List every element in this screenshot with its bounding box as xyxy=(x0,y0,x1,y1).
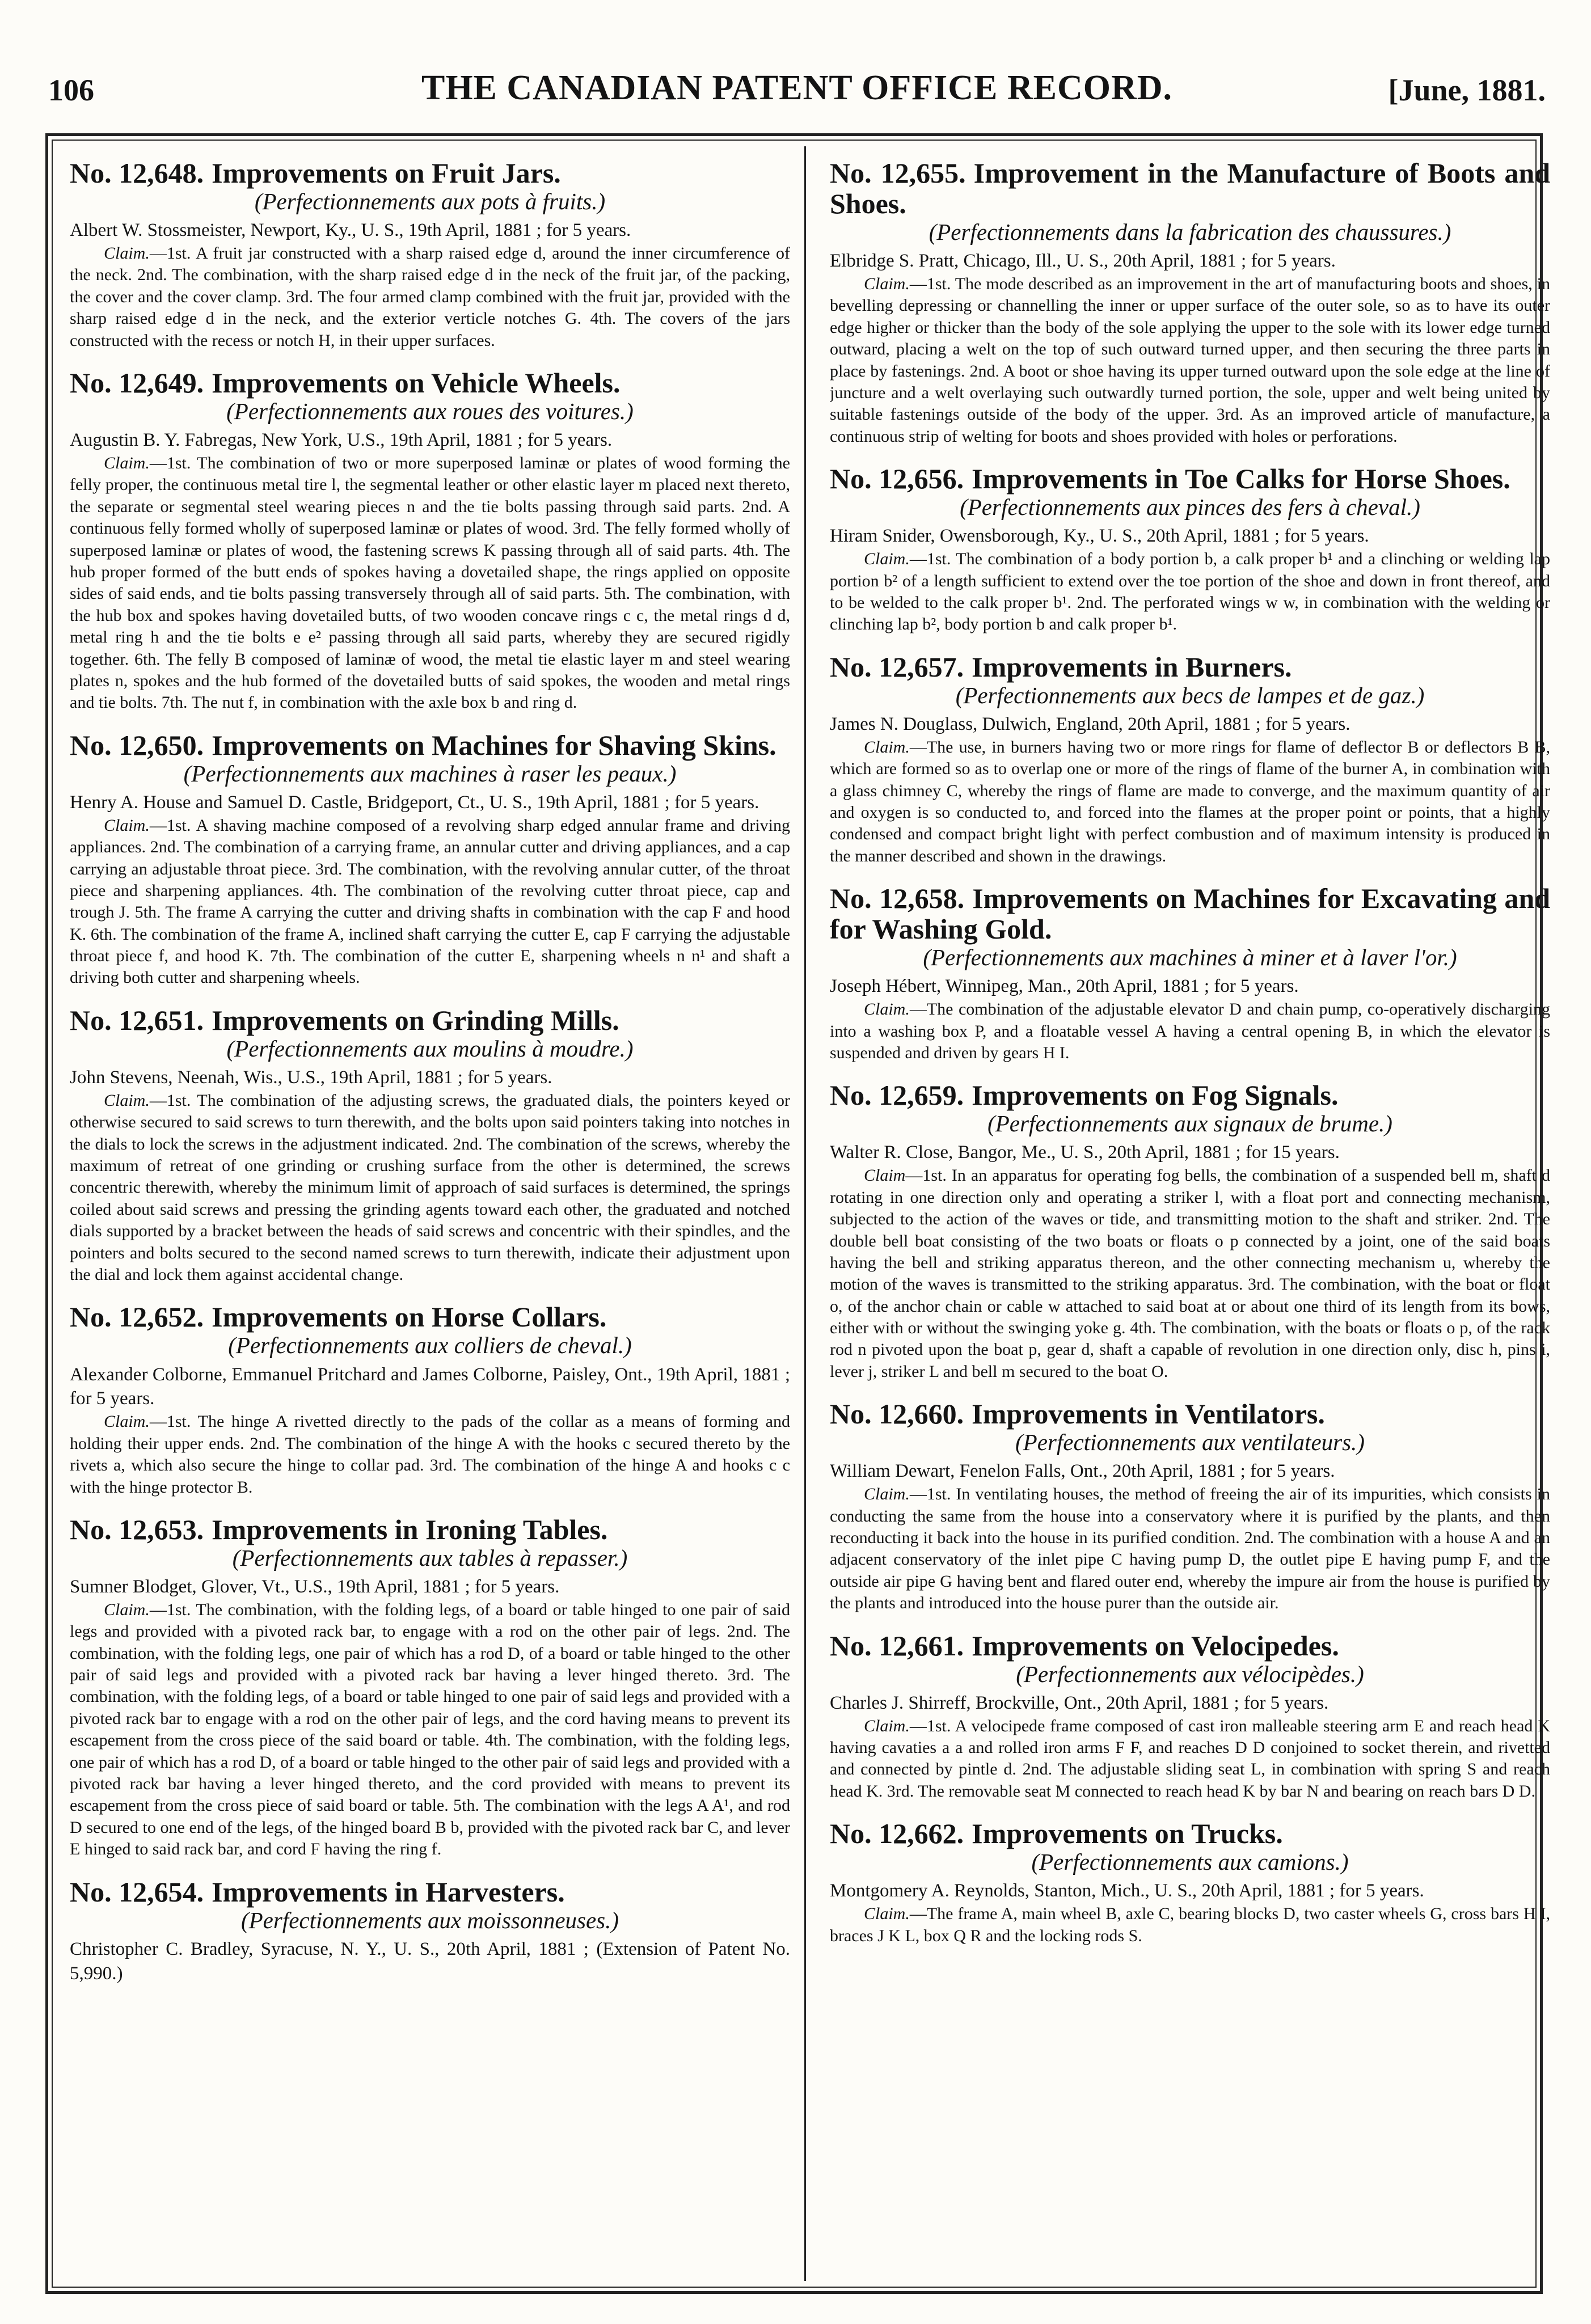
patent-entry xyxy=(70,1005,790,1286)
patent-entry xyxy=(830,1398,1550,1614)
patent-inventor: Walter R. Close, Bangor, Me., U. S., 20th April, 1881 ; for 15 years. xyxy=(830,1142,1340,1163)
patent-french-title: (Perfectionnements aux tables à repasser.) xyxy=(232,1544,628,1571)
patent-claim xyxy=(830,737,1550,867)
patent-claim xyxy=(830,1715,1550,1803)
patent-claim xyxy=(70,453,790,714)
patent-french-title: (Perfectionnements aux roues des voitures.) xyxy=(226,398,634,424)
patent-title: Improvements in Burners. xyxy=(972,650,1292,683)
page-frame xyxy=(45,133,1550,2294)
claim-label: Claim. xyxy=(104,815,150,835)
patent-inventor: John Stevens, Neenah, Wis., U.S., 19th April, 1881 ; for 5 years. xyxy=(70,1067,552,1088)
patent-title: Improvements on Horse Collars. xyxy=(212,1301,607,1333)
patent-heading xyxy=(830,1080,1550,1110)
patent-french-title: (Perfectionnements aux moissonneuses.) xyxy=(240,1907,619,1933)
patent-heading xyxy=(830,1630,1550,1661)
patent-french-title: (Perfectionnements aux becs de lampes et de gaz.) xyxy=(955,682,1425,708)
patent-inventor: Elbridge S. Pratt, Chicago, Ill., U. S., 20th April, 1881 ; for 5 years. xyxy=(830,251,1336,272)
patent-inventor: James N. Douglass, Dulwich, England, 20th April, 1881 ; for 5 years. xyxy=(830,713,1351,734)
patent-french-title: (Perfectionnements aux camions.) xyxy=(1031,1849,1349,1875)
patent-title: Improvements in Toe Calks for Horse Shoes. xyxy=(972,463,1510,495)
patent-entry xyxy=(70,367,790,714)
patent-entry xyxy=(830,463,1550,636)
patent-number: No. 12,655. xyxy=(830,158,966,189)
claim-text: —1st. In ventilating houses, the method of freeing the air of its impurities, which consists in conducting the same from the house into a conservatory where it is purified by the plants, and then reconducting it back into the house in its purified condition. 2nd. The combination with a house A and an adjacent conservatory of the inlet pipe C having pump D, the outlet pipe E having pump F, and the outside air pipe G having bent and flared outer end, whereby the impure air from the house is purified by the plants and introduced into the house purer than the outside air. xyxy=(830,1485,1550,1613)
claim-label: Claim. xyxy=(104,1412,150,1431)
patent-claim xyxy=(70,1599,790,1861)
patent-title: Improvements on Fog Signals. xyxy=(972,1079,1339,1112)
patent-number: No. 12,651. xyxy=(70,1004,204,1036)
page-header xyxy=(48,68,1546,113)
left-column xyxy=(70,158,790,2002)
claim-label: Claim. xyxy=(864,1716,910,1735)
patent-heading xyxy=(830,1398,1550,1429)
patent-title: Improvements on Machines for Excavating and for Washing Gold. xyxy=(830,882,1550,945)
claim-text: —The use, in burners having two or more rings for flame of deflector B or deflectors B B, which are formed so as to overlap one or more of the rings of flame of the burner A, in combination with a glass chimney C, whereby the rings of flame are made to converge, and the maximum quantity of air and oxygen is so conducted to, and forced into the flames at the proper point or points, that a highly condensed and compact bright light with perfect combustion and of maximum intensity is produced in the manner described and shown in the drawings. xyxy=(830,737,1550,865)
patent-heading xyxy=(830,158,1550,219)
patent-heading xyxy=(830,883,1550,944)
patent-entry xyxy=(830,652,1550,867)
patent-french-title: (Perfectionnements aux pots à fruits.) xyxy=(254,188,606,214)
column-divider xyxy=(804,146,806,2281)
patent-french-title: (Perfectionnements aux signaux de brume.) xyxy=(987,1110,1392,1137)
right-column xyxy=(830,158,1550,1963)
patent-number: No. 12,659. xyxy=(830,1079,964,1112)
patent-title: Improvements on Grinding Mills. xyxy=(212,1004,619,1036)
page-number: 106 xyxy=(48,73,94,107)
patent-entry xyxy=(70,158,790,352)
claim-text: —1st. The combination, with the folding legs, of a board or table hinged to one pair of said legs and provided with a pivoted rack bar, to engage with a rod on the other pair of legs. 2nd. The combination, with the folding legs, one pair of which has a rod D, of a board or table hinged to the other pair of said legs and provided with a pivoted rack bar having a lever hinged thereto. 3rd. The combination, with the folding legs, of a board or table hinged to one pair of said legs and provided with a pivoted rack bar to engage with a rod on the other pair of legs, and the cord having means to prevent its escapement from the cross piece of the said board or table. 4th. The combination, with the folding legs, one pair of which has a rod D, of a board or table hinged to the other pair of said legs and provided with a pivoted rack bar having a lever hinged thereto, and the cord provided with means to prevent its escapement from the cross piece of said board or table. 5th. The combination with the legs A A¹, and rod D secured to one end of the legs, of the hinged board B b, provided with the pivoted rack bar C, and lever E hinged to said rack bar, and cord F having the ring f. xyxy=(70,1600,790,1859)
claim-text: —1st. The combination of the adjusting screws, the graduated dials, the pointers keyed or otherwise secured to said screws to turn therewith, and the bolts upon said pointers taking into notches in the dials to lock the screws in the adjustment indicated. 2nd. The combination of the screws, whereby the maximum of retreat of one grinding or crushing surface from the other is determined, the screws concentric therewith, whereby the minimum limit of approach of said surfaces is determined, the springs coiled about said screws and pressing the grinding agents toward each other, the graduated and notched dials supported by a bracket between the heads of said screws and concentric with their spindles, and the pointers and bolts secured to the second named screws to turn therewith, indicate their adjustment upon the dial and lock them against accidental change. xyxy=(70,1091,790,1284)
patent-number: No. 12,649. xyxy=(70,366,204,399)
patent-claim xyxy=(830,1165,1550,1383)
patent-french-title: (Perfectionnements aux machines à miner et à laver l'or.) xyxy=(923,944,1457,971)
patent-title: Improvement in the Manufacture of Boots and Shoes. xyxy=(830,158,1550,219)
patent-claim xyxy=(70,815,790,989)
patent-french-title: (Perfectionnements aux moulins à moudre.) xyxy=(226,1035,634,1062)
claim-text: —1st. A velocipede frame composed of cast iron malleable steering arm E and reach head K having cavaties a a and rolled iron arms F F, and reaches D D conjoined to socket therein, and rivetted and connected by pintle d. 2nd. The adjustable sliding seat L, in combination with spring S and reach head K. 3rd. The removable seat M connected to reach head K by bar N and bearing on reach bars D D. xyxy=(830,1716,1550,1801)
claim-label: Claim. xyxy=(104,1600,150,1619)
claim-label: Claim. xyxy=(864,1000,910,1019)
patent-inventor: Henry A. House and Samuel D. Castle, Bridgeport, Ct., U. S., 19th April, 1881 ; for 5 years. xyxy=(70,792,759,813)
patent-french-title: (Perfectionnements aux vélocipèdes.) xyxy=(1016,1660,1364,1687)
claim-text: —1st. The mode described as an improvement in the art of manufacturing boots and shoes, in bevelling depressing or channelling the inner or upper surface of the outer sole, so as to have its outer edge higher or thicker than the body of the sole applying the upper to the sole with its lower edge turned outward, placing a welt on the top of such outward turned upper, and then securing the three parts in place by fastenings. 2nd. A boot or shoe having its upper turned outward upon the sole edge at the line of juncture and a welt overlaying such outwardly turned portion, the sole, upper and welt being united by suitable fastenings outside of the body of the upper. 3rd. As an improved article of manufacture, a continuous strip of welting for boots and shoes provided with holes or perforations. xyxy=(830,274,1550,446)
patent-number: No. 12,650. xyxy=(70,729,204,761)
patent-title: Improvements on Machines for Shaving Skins. xyxy=(212,729,776,761)
patent-heading xyxy=(70,1302,790,1332)
patent-number: No. 12,653. xyxy=(70,1513,204,1545)
patent-heading xyxy=(70,1514,790,1545)
patent-french-title: (Perfectionnements aux pinces des fers à cheval.) xyxy=(960,494,1420,521)
patent-entry xyxy=(830,883,1550,1064)
patent-title: Improvements in Ironing Tables. xyxy=(212,1513,608,1545)
patent-inventor: Montgomery A. Reynolds, Stanton, Mich., U. S., 20th April, 1881 ; for 5 years. xyxy=(830,1881,1424,1902)
patent-title: Improvements on Fruit Jars. xyxy=(212,158,561,189)
patent-number: No. 12,652. xyxy=(70,1301,204,1333)
patent-heading xyxy=(830,652,1550,682)
claim-label: Claim. xyxy=(864,737,910,757)
claim-label: Claim. xyxy=(864,1904,910,1924)
patent-claim xyxy=(830,273,1550,447)
patent-french-title: (Perfectionnements aux colliers de cheval.) xyxy=(228,1332,632,1359)
patent-claim xyxy=(70,1090,790,1286)
patent-inventor: Christopher C. Bradley, Syracuse, N. Y., U. S., 20th April, 1881 ; (Extension of Patent No. 5,990.) xyxy=(70,1938,790,1984)
patent-heading xyxy=(70,730,790,760)
patent-french-title: (Perfectionnements aux machines à raser les peaux.) xyxy=(183,760,677,787)
patent-entry xyxy=(830,1630,1550,1803)
patent-entry xyxy=(70,1877,790,1986)
patent-french-title: (Perfectionnements dans la fabrication des chaussures.) xyxy=(929,219,1451,245)
patent-claim xyxy=(70,1411,790,1498)
patent-heading xyxy=(830,1818,1550,1849)
journal-title: THE CANADIAN PATENT OFFICE RECORD. xyxy=(421,69,1173,107)
patent-number: No. 12,660. xyxy=(830,1398,964,1430)
patent-title: Improvements on Trucks. xyxy=(972,1818,1283,1850)
patent-inventor: Joseph Hébert, Winnipeg, Man., 20th April, 1881 ; for 5 years. xyxy=(830,976,1299,997)
patent-title: Improvements on Velocipedes. xyxy=(972,1629,1339,1662)
claim-label: Claim. xyxy=(864,550,910,569)
patent-inventor: Sumner Blodget, Glover, Vt., U.S., 19th April, 1881 ; for 5 years. xyxy=(70,1577,560,1598)
patent-entry xyxy=(830,1080,1550,1383)
claim-text: —1st. The hinge A rivetted directly to the pads of the collar as a means of forming and holding their upper ends. 2nd. The combination of the hinge A with the hooks c secured thereto by the rivets a, which also secure the hinge to collar pad. 3rd. The combination of the hinge A and hooks c c with the hinge protector B. xyxy=(70,1412,790,1497)
patent-entry xyxy=(70,730,790,989)
patent-claim xyxy=(830,1484,1550,1614)
patent-entry xyxy=(70,1514,790,1861)
claim-text: —The frame A, main wheel B, axle C, bearing blocks D, two caster wheels G, cross bars H I, braces J K L, box Q R and the locking rods S. xyxy=(830,1904,1550,1945)
patent-title: Improvements in Ventilators. xyxy=(972,1398,1325,1430)
patent-number: No. 12,648. xyxy=(70,158,204,189)
patent-claim xyxy=(830,1903,1550,1947)
patent-entry xyxy=(70,1302,790,1498)
patent-number: No. 12,662. xyxy=(830,1818,964,1850)
patent-title: Improvements in Harvesters. xyxy=(212,1875,565,1908)
patent-heading xyxy=(70,1877,790,1907)
claim-text: —1st. In an apparatus for operating fog bells, the combination of a suspended bell m, shaft d rotating in one direction only and operating a striker l, with a float port and connecting mechanism, subjected to the action of the waves or tide, and transmitting motion to the shaft and striker. 2nd. The double bell boat consisting of the two boats or floats o p connected by a joint, one of the said boats having the bell and striking apparatus thereon, and the other connecting mechanism u, whereby the motion of the waves is transmitted to the striking apparatus. 3rd. The combination, with the boat or float o, of the anchor chain or cable w attached to said boat at or about one third of its length from its bows, either with or without the swinging yoke g. 4th. The combination, with the boats or floats o p, of the rack rod n pivoted upon the boat p, gear d, shaft a capable of revolution in one direction only, disc h, pins i, lever j, striker L and bell m secured to the boat O. xyxy=(830,1166,1550,1381)
claim-label: Claim. xyxy=(104,1091,150,1110)
claim-text: —1st. A fruit jar constructed with a sharp raised edge d, around the inner circumference of the neck. 2nd. The combination, with the sharp raised edge d in the neck of the fruit jar, of the packing, the cover and the cover clamp. 3rd. The four armed clamp combined with the fruit jar, provided with the sharp raised edge d in the neck, and the exterior verticle notches G. 4th. The covers of the jars constructed with the recess or notch H, in their upper surfaces. xyxy=(70,244,790,350)
patent-inventor: Alexander Colborne, Emmanuel Pritchard and James Colborne, Paisley, Ont., 19th April, 1881 ; for 5 years. xyxy=(70,1364,790,1409)
claim-text: —The combination of the adjustable elevator D and chain pump, co-operatively discharging into a washing box P, and a floatable vessel A having a central opening B, in which the elevator is suspended and driven by gears H I. xyxy=(830,1000,1550,1062)
patent-number: No. 12,658. xyxy=(830,882,965,915)
patent-number: No. 12,657. xyxy=(830,650,964,683)
patent-inventor: Augustin B. Y. Fabregas, New York, U.S., 19th April, 1881 ; for 5 years. xyxy=(70,430,613,451)
inner-border xyxy=(52,140,1550,2288)
claim-label: Claim. xyxy=(104,454,150,473)
patent-claim xyxy=(830,999,1550,1064)
claim-label: Claim. xyxy=(864,274,910,294)
claim-label: Claim. xyxy=(864,1485,910,1504)
patent-number: No. 12,654. xyxy=(70,1875,204,1908)
patent-inventor: Charles J. Shirreff, Brockville, Ont., 20th April, 1881 ; for 5 years. xyxy=(830,1692,1329,1713)
patent-inventor: William Dewart, Fenelon Falls, Ont., 20th April, 1881 ; for 5 years. xyxy=(830,1461,1335,1482)
patent-title: Improvements on Vehicle Wheels. xyxy=(212,366,621,399)
patent-heading xyxy=(70,1005,790,1036)
patent-number: No. 12,656. xyxy=(830,463,964,495)
patent-french-title: (Perfectionnements aux ventilateurs.) xyxy=(1015,1429,1365,1456)
patent-entry xyxy=(830,158,1550,447)
patent-inventor: Hiram Snider, Owensborough, Ky., U. S., 20th April, 1881 ; for 5 years. xyxy=(830,526,1369,547)
patent-heading xyxy=(70,367,790,398)
patent-inventor: Albert W. Stossmeister, Newport, Ky., U. S., 19th April, 1881 ; for 5 years. xyxy=(70,220,631,241)
issue-date: [June, 1881. xyxy=(1388,73,1546,107)
patent-number: No. 12,661. xyxy=(830,1629,964,1662)
claim-label: Claim. xyxy=(104,244,150,263)
patent-heading xyxy=(70,158,790,188)
patent-entry xyxy=(830,1818,1550,1947)
patent-claim xyxy=(830,548,1550,636)
patent-claim xyxy=(70,243,790,352)
claim-text: —1st. The combination of a body portion b, a calk proper b¹ and a clinching or welding lap portion b² of a length sufficient to extend over the toe portion of the shoe and down in front thereof, and to be welded to the calk proper b¹. 2nd. The perforated wings w w, in combination with the welding or clinching lap b², body portion b and calk proper b¹. xyxy=(830,550,1550,634)
claim-label: Claim xyxy=(864,1166,906,1185)
patent-heading xyxy=(830,463,1550,494)
claim-text: —1st. A shaving machine composed of a revolving sharp edged annular frame and driving appliances. 2nd. The combination of a carrying frame, an annular cutter and driving appliances, and a cap carrying an adjustable throat piece. 3rd. The combination, with the revolving annular cutter, of the throat piece and sharpening appliances. 4th. The combination of the revolving cutter throat piece, cap and trough J. 5th. The frame A carrying the cutter and driving shafts in combination with the cap F and hood K. 6th. The combination of the frame A, inclined shaft carrying the cutter E, cap F carrying the adjustable throat piece f, and hood K. 7th. The combination of the cutter E, sharpening wheels n n¹ and shaft a driving both cutter and sharpening wheels. xyxy=(70,815,790,987)
claim-text: —1st. The combination of two or more superposed laminæ or plates of wood forming the felly proper, the continuous metal tire l, the segmental leather or other elastic layer m placed next thereto, the separate or segmental steel wearing pieces n and the tie bolts passing through said parts. 2nd. A continuous felly formed wholly of superposed laminæ or plates of wood. 3rd. The felly formed wholly of superposed laminæ or plates of wood, the fastening screws K passing through all of said parts. 4th. The hub proper formed of the butt ends of spokes having a dovetailed shape, the rings applied on opposite sides of said ends, and tie bolts passing transversely through all of said parts. 5th. The combination, with the hub box and spokes having dovetailed butts, of two wooden concave rings c c, the metal rings d d, metal ring h and the tie bolts e e² passing through all said parts, whereby they are secured rigidly together. 6th. The felly B composed of laminæ of wood, the metal tie elastic layer m and steel wearing plates n, spokes and the hub formed of the dovetailed butts of said spokes, the wooden and metal rings and tie bolts. 7th. The nut f, in combination with the axle box b and ring d. xyxy=(70,454,790,712)
